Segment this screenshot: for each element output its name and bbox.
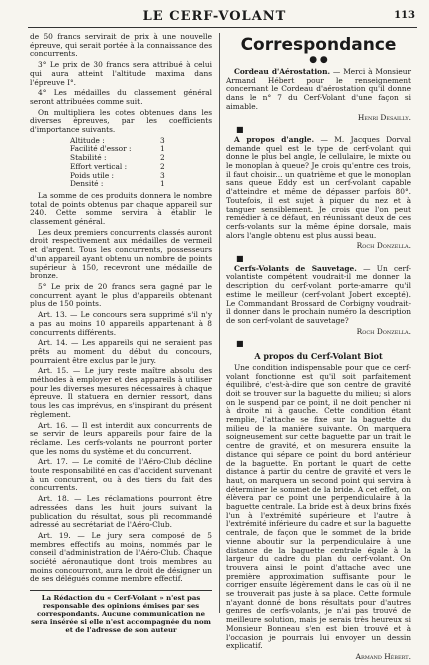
- letter-sauvetage: [226, 265, 411, 326]
- coefficient-value: 1: [160, 144, 165, 154]
- article-16: Art. 16. — Il est interdit aux concurrents de se servir de leurs appareils pour faire de la réclame. Les cerfs-volants ne pourront porter que les noms du système et du concurrent.: [30, 420, 212, 456]
- coefficient-list: [70, 137, 212, 189]
- paragraph: 5° Le prix de 20 francs sera gagné par le concurrent ayant le plus d'appareils obtenant plus de 150 points.: [30, 281, 212, 309]
- paragraph: 3° Le prix de 30 francs sera attribué à celui qui aura atteint l'altitude maxima dans l'épreuve I°.: [30, 60, 212, 87]
- letter-heading: Cerfs-Volants de Sauvetage.: [234, 263, 357, 273]
- letter-heading: A propos d'angle.: [234, 134, 315, 144]
- signature: Roch Donzella.: [356, 326, 411, 336]
- letter-body: — M. Jacques Dorval demande quel est le type de cerf-volant qui donne le plus bel angle, le cellulaire, le mixte ou le monoplan à queue? Je crois qu'entre ces trois, il faut choisir... un quatrième et que le monoplan sans queue Eddy est un cerf-volant capable d'atteindre et même de dépasser parfois 80°. Toutefois, il est sujet à piquer du nez et à tanguer sensiblement. Je crois que l'on peut remédier à ce défaut, en réunissant deux de ces cerfs-volants sur la même épine dorsale, mais alors l'angle obtenu est plus aussi beau.: [226, 134, 411, 240]
- coefficient-label: Stabilité :: [70, 153, 107, 163]
- letter-cordeau: [226, 68, 411, 112]
- coefficient-label: Altitude :: [70, 135, 105, 145]
- article-14: Art. 14. — Les appareils qui ne seraient pas prêts au moment du début du concours, pourraient être exclus par le jury.: [30, 338, 212, 365]
- signature: Armand Hébert.: [355, 652, 411, 661]
- separator-mark: ■: [236, 253, 244, 264]
- signature: Henri Desailly.: [357, 112, 411, 122]
- paragraph: On multipliera les cotes obtenues dans les diverses épreuves, par les coefficients d'importance suivants.: [30, 107, 212, 135]
- coefficient-label: Facilité d'essor :: [70, 144, 132, 154]
- paragraph: Les deux premiers concurrents classés auront droit respectivement aux médailles de vermeil et d'argent. Tous les concurrents, possesseurs d'un appareil ayant obtenu un nombre de points supérieur à 150, recevront une médaille de bronze.: [30, 227, 212, 281]
- article-17: Art. 17. — Le comité de l'Aéro-Club décline toute responsabilité en cas d'accident survenant à un concurrent, ou à des tiers du fait des concurrents.: [30, 457, 212, 493]
- paragraph: La somme de ces produits donnera le nombre total de points obtenus par chaque appareil sur 240. Cette somme servira à établir le classement général.: [30, 190, 212, 227]
- letter-body: — Un cerf-volantiste compétent voudrait-il me donner la description du cerf-volant porte-amarre qu'il estime le meilleur (cerf-volant Jobert excepté). Le Commandant Brossard de Corbigny voudrait-il donner dans le prochain numéro la description de son cerf-volant de sauvetage?: [226, 263, 411, 325]
- right-column: [226, 33, 411, 665]
- ornament-dots: ● ●: [309, 55, 328, 65]
- column-divider: [219, 33, 220, 613]
- coefficient-label: Densité :: [70, 179, 104, 189]
- paragraph: de 50 francs servirait de prix à une nouvelle épreuve, qui serait portée à la connaissance des concurrents.: [30, 32, 212, 59]
- running-title: LE CERF-VOLANT: [142, 9, 287, 24]
- notice-rule: [30, 590, 212, 591]
- signature: Roch Donzella.: [356, 241, 411, 251]
- article-18: Art. 18. — Les réclamations pourront être adressées dans les huit jours suivant la publication du résultat, sous pli recommandé adressé au secrétariat de l'Aéro-Club.: [30, 494, 212, 530]
- section-title: Correspondance: [240, 35, 397, 55]
- paragraph: 4° Les médailles du classement général seront attribuées comme suit.: [30, 88, 212, 106]
- letter-angle: [226, 136, 411, 240]
- left-column: [30, 33, 212, 634]
- page-header: [0, 0, 429, 26]
- coefficient-value: 2: [160, 161, 165, 171]
- editorial-notice: La Rédaction du « Cerf-Volant » n'est pas responsable des opinions émises par ses correspondants. Aucune communication ne sera insérée si elle n'est accompagnée du nom et de l'adresse de son auteur: [31, 594, 211, 635]
- article-15: Art. 15. — Le jury reste maître absolu des méthodes à employer et des appareils à utiliser pour les diverses mesures nécessaires à chaque épreuve. Il statuera en dernier ressort, dans tous les cas imprévus, en s'inspirant du présent règlement.: [30, 366, 212, 419]
- letter-heading: Cordeau d'Aérostation.: [234, 67, 331, 76]
- separator-mark: ■: [236, 338, 244, 349]
- coefficient-value: 1: [160, 179, 165, 189]
- article-13: Art. 13. — Le concours sera supprimé s'il n'y a pas au moins 10 appareils appartenant à 8 concurrents différents.: [30, 310, 212, 337]
- coefficient-label: Effort vertical :: [70, 161, 128, 171]
- coefficient-label: Poids utile :: [70, 170, 115, 180]
- article-body: Une condition indispensable pour que ce cerf-volant fonctionne est qu'il soit parfaitement équilibré, c'est-à-dire que son centre de gravité doit se trouver sur la baguette du milieu; si alors on le suspend par ce point, il ne doit pencher ni à droite ni à gauche. Cette condition étant remplie, l'attache se fixe sur la baguette du milieu de la manière suivante. On marquera soigneusement sur cette baguette par un trait le centre de gravité, et on mesurera ensuite la distance qui sépare ce point du bord antérieur de la baguette. En portant le quart de cette distance à partir du centre de gravité et vers le haut, on marquera un second point qui servira à déterminer le sommet de la bride. A cet effet, on élèvera par ce point une perpendiculaire à la baguette centrale. La bride est à deux brins fixés l'un à l'extrémité supérieure et l'autre à l'extrémité inférieure du cadre et sur la baguette centrale, de façon que le sommet de la bride vienne aboutir sur la perpendiculaire à une distance de la baguette centrale égale à la largeur du cadre du plan du cerf-volant. On trouvera ainsi le point d'attache avec une première approximation suffisante pour le corriger ensuite légèrement dans le cas où il ne se trouverait pas juste à sa place. Cette formule n'ayant donné de bons résultats pour d'autres genres de cerfs-volants, je n'ai pas trouvé de meilleure solution, mais je serais très heureux si Monsieur Bonneau s'en est bien trouvé et à l'occasion je pourrais lui envoyer un dessin explicatif.: [226, 362, 411, 651]
- header-rule: [28, 27, 417, 28]
- page-number: 113: [394, 10, 415, 21]
- coefficient-value: 3: [160, 135, 165, 145]
- coefficient-value: 2: [160, 153, 165, 163]
- article-19: Art. 19. — Le jury sera composé de 5 membres effectifs au moins, nommés par le conseil d'administration de l'Aéro-Club. Chaque société aéronautique dont trois membres au moins concourront, aura le droit de désigner un de ses délégués comme membre effectif.: [30, 530, 212, 584]
- letter-body: — Merci à Monsieur Armand Hébert pour le renseignement concernant le Cordeau d'aérostation qu'il donne dans le n° 7 du Cerf-Volant d'une façon si aimable.: [226, 67, 411, 111]
- article-title: A propos du Cerf-Volant Biot: [254, 351, 383, 362]
- coefficient-row: [70, 180, 180, 189]
- coefficient-value: 3: [160, 170, 165, 180]
- separator-mark: ■: [236, 124, 244, 135]
